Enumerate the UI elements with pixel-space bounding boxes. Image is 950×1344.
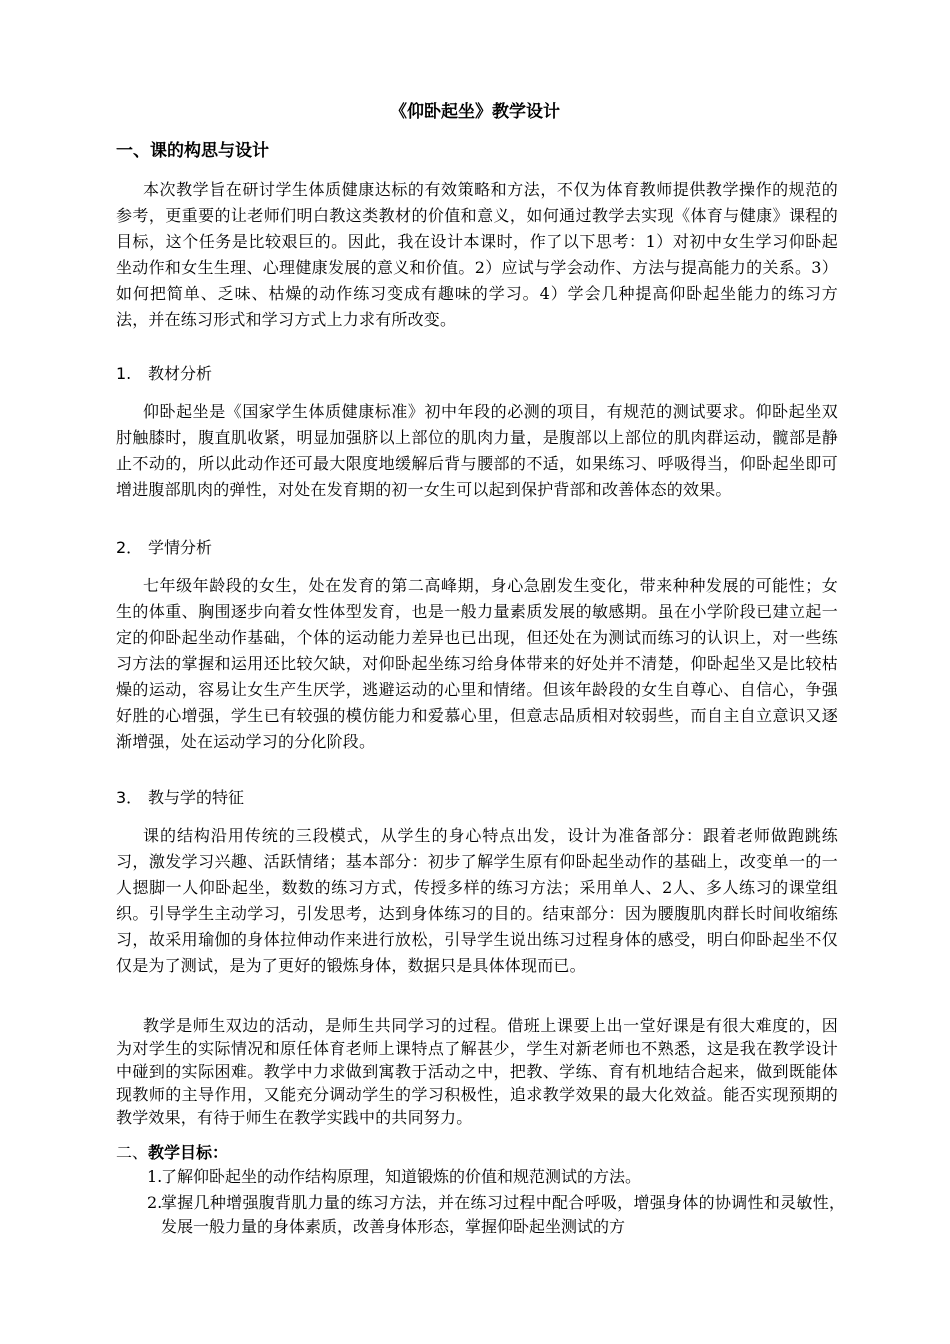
subheading-number: 2．	[116, 538, 143, 557]
teaching-features-paragraph-2: 教学是师生双边的活动，是师生共同学习的过程。借班上课要上出一堂好课是有很大难度的，因为对学生的实际情况和原任体育老师上课特点了解甚少，学生对新老师也不熟悉，这是我在教学设计中碰到的实际困难。教学中力求做到寓教于活动之中，把教、学练、育有机地结合起来，做到既能体现教师的主导作用，又能充分调动学生的学习积极性，追求教学效果的最大化效益。能否实现预期的教学效果，有待于师生在教学实践中的共同努力。	[116, 1016, 838, 1127]
subheading-label: 教与学的特征	[148, 788, 245, 807]
learner-analysis-paragraph: 七年级年龄段的女生，处在发育的第二高峰期，身心急剧发生变化，带来种种发展的可能性；女生的体重、胸围逐步向着女性体型发育，也是一般力量素质发展的敏感期。虽在小学阶段已建立起一定的仰卧起坐动作基础，个体的运动能力差异也已出现，但还处在为测试而练习的认识上，对一些练习方法的掌握和运用还比较欠缺，对仰卧起坐练习给身体带来的好处并不清楚，仰卧起坐又是比较枯燥的运动，容易让女生产生厌学，逃避运动的心里和情绪。但该年龄段的女生自尊心、自信心，争强好胜的心增强，学生已有较强的模仿能力和爱慕心里，但意志品质相对较弱些，而自主自立意识又逐渐增强，处在运动学习的分化阶段。	[116, 576, 838, 751]
objective-text: 掌握几种增强腹背肌力量的练习方法，并在练习过程中配合呼吸，增强身体的协调性和灵敏性，发展一般力量的身体素质，改善身体形态，掌握仰卧起坐测试的方	[161, 1193, 845, 1236]
subheading-teaching-features	[116, 786, 244, 810]
objective-text: 了解仰卧起坐的动作结构原理，知道锻炼的价值和规范测试的方法。	[161, 1167, 642, 1186]
subheading-number: 1.	[116, 364, 132, 383]
section-heading-text: 教学目标：	[148, 1143, 229, 1162]
intro-paragraph: 本次教学旨在研讨学生体质健康达标的有效策略和方法，不仅为体育教师提供教学操作的规范的参考，更重要的让老师们明白教这类教材的价值和意义，如何通过教学去实现《体育与健康》课程的目标，这个任务是比较艰巨的。因此，我在设计本课时，作了以下思考：1）对初中女生学习仰卧起坐动作和女生生理、心理健康发展的意义和价值。2）应试与学会动作、方法与提高能力的关系。3）如何把简单、乏味、枯燥的动作练习变成有趣味的学习。4）学会几种提高仰卧起坐能力的练习方法，并在练习形式和学习方式上力求有所改变。	[116, 180, 838, 329]
teaching-features-paragraph: 课的结构沿用传统的三段模式，从学生的身心特点出发，设计为准备部分：跟着老师做跑跳练习，激发学习兴趣、活跃情绪；基本部分：初步了解学生原有仰卧起坐动作的基础上，改变单一的一人摁脚一人仰卧起坐，数数的练习方式，传授多样的练习方法；采用单人、2人、多人练习的课堂组织。引导学生主动学习，引发思考，达到身体练习的目的。结束部分：因为腰腹肌肉群长时间收缩练习，故采用瑜伽的身体拉伸动作来进行放松，引导学生说出练习过程身体的感受，明白仰卧起坐不仅仅是为了测试，是为了更好的锻炼身体，数据只是具体体现而已。	[116, 826, 838, 975]
subheading-material-analysis	[116, 362, 212, 386]
objective-number: 2.	[147, 1193, 163, 1212]
section-heading-design: 一、课的构思与设计	[116, 141, 269, 161]
objective-number: 1.	[147, 1167, 163, 1186]
subheading-learner-analysis	[116, 536, 212, 560]
section-heading-objectives	[116, 1141, 228, 1165]
section-number: 二、	[116, 1143, 149, 1162]
material-analysis-paragraph: 仰卧起坐是《国家学生体质健康标准》初中年段的必测的项目，有规范的测试要求。仰卧起坐双肘触膝时，腹直肌收紧，明显加强脐以上部位的肌肉力量，是腹部以上部位的肌肉群运动，髋部是静止不动的，所以此动作还可最大限度地缓解后背与腰部的不适，如果练习、呼吸得当，仰卧起坐即可增进腹部肌肉的弹性，对处在发育期的初一女生可以起到保护背部和改善体态的效果。	[116, 402, 838, 499]
subheading-label: 教材分析	[148, 364, 213, 383]
subheading-label: 学情分析	[148, 538, 213, 557]
subheading-number: 3．	[116, 788, 143, 807]
objective-item	[147, 1165, 837, 1189]
document-title: 《仰卧起坐》教学设计	[390, 102, 560, 122]
objective-item	[147, 1191, 845, 1239]
